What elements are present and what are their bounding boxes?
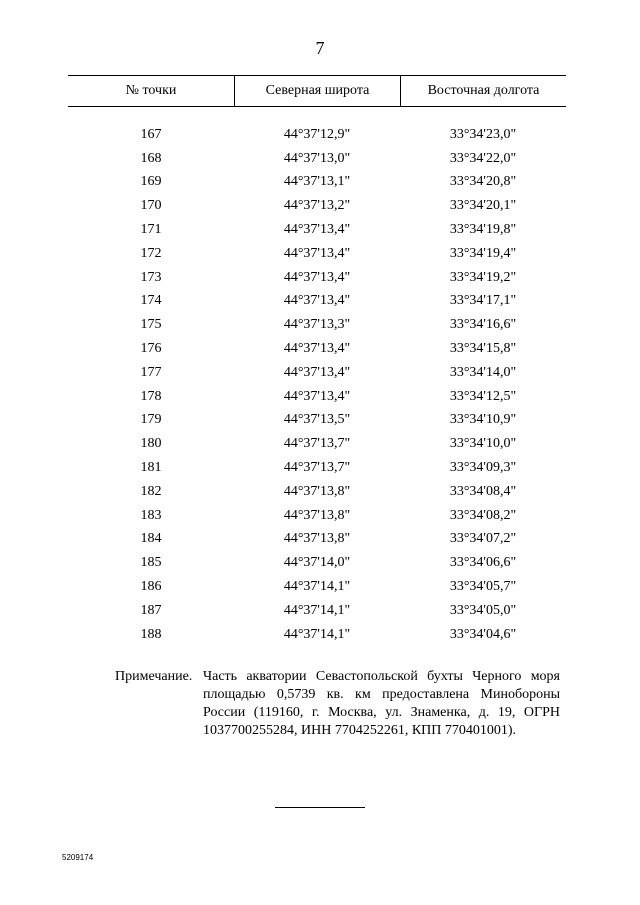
table-row <box>68 528 566 552</box>
note-label: Примечание. <box>115 669 193 684</box>
point-number-cell: 178 <box>140 388 162 404</box>
document-id: 5209174 <box>62 853 94 862</box>
table-row <box>68 147 566 171</box>
point-number-cell: 169 <box>140 174 162 190</box>
table-row <box>68 623 566 647</box>
table-row <box>68 575 566 599</box>
longitude-cell: 33°34'08,4" <box>449 483 517 499</box>
latitude-cell: 44°37'13,8" <box>283 507 351 523</box>
latitude-cell: 44°37'12,9" <box>283 126 351 142</box>
latitude-cell: 44°37'13,1" <box>283 174 351 190</box>
table-row <box>68 409 566 433</box>
table-row <box>68 361 566 385</box>
table-body <box>68 123 566 647</box>
table-row <box>68 242 566 266</box>
header-north-latitude: Северная широта <box>235 76 401 106</box>
longitude-cell: 33°34'19,4" <box>449 245 517 261</box>
latitude-cell: 44°37'13,8" <box>283 483 351 499</box>
latitude-cell: 44°37'13,4" <box>283 364 351 380</box>
latitude-cell: 44°37'13,4" <box>283 269 351 285</box>
point-number-cell: 175 <box>140 317 162 333</box>
point-number-cell: 184 <box>140 531 162 547</box>
header-point-number: № точки <box>68 76 235 106</box>
latitude-cell: 44°37'14,1" <box>283 602 351 618</box>
point-number-cell: 185 <box>140 555 162 571</box>
table-row <box>68 266 566 290</box>
latitude-cell: 44°37'13,4" <box>283 388 351 404</box>
longitude-cell: 33°34'15,8" <box>449 341 517 357</box>
table-row <box>68 218 566 242</box>
latitude-cell: 44°37'14,1" <box>283 626 351 642</box>
coordinates-table <box>68 75 566 647</box>
latitude-cell: 44°37'13,2" <box>283 198 351 214</box>
longitude-cell: 33°34'08,2" <box>449 507 517 523</box>
table-row <box>68 123 566 147</box>
longitude-cell: 33°34'17,1" <box>449 293 517 309</box>
table-row <box>68 480 566 504</box>
longitude-cell: 33°34'22,0" <box>449 150 517 166</box>
latitude-cell: 44°37'13,4" <box>283 245 351 261</box>
longitude-cell: 33°34'12,5" <box>449 388 517 404</box>
point-number-cell: 186 <box>140 579 162 595</box>
point-number-cell: 187 <box>140 602 162 618</box>
longitude-cell: 33°34'23,0" <box>449 126 517 142</box>
longitude-cell: 33°34'10,9" <box>449 412 517 428</box>
divider-line <box>275 807 365 808</box>
longitude-cell: 33°34'05,0" <box>449 602 517 618</box>
latitude-cell: 44°37'14,0" <box>283 555 351 571</box>
longitude-cell: 33°34'07,2" <box>449 531 517 547</box>
table-row <box>68 551 566 575</box>
note-text: Часть акватории Севастопольской бухты Черного моря площадью 0,5739 кв. км предоставлена Минобороны России (119160, г. Москва, ул. Знаменка, д. 19, ОГРН 1037700255284, ИНН 7704252261, КПП 770401001). <box>203 669 560 738</box>
point-number-cell: 179 <box>140 412 162 428</box>
longitude-cell: 33°34'04,6" <box>449 626 517 642</box>
point-number-cell: 168 <box>140 150 162 166</box>
point-number-cell: 182 <box>140 483 162 499</box>
point-number-cell: 181 <box>140 460 162 476</box>
point-number-cell: 188 <box>140 626 162 642</box>
latitude-cell: 44°37'13,4" <box>283 341 351 357</box>
point-number-cell: 180 <box>140 436 162 452</box>
longitude-cell: 33°34'16,6" <box>449 317 517 333</box>
table-row <box>68 385 566 409</box>
point-number-cell: 172 <box>140 245 162 261</box>
latitude-cell: 44°37'14,1" <box>283 579 351 595</box>
longitude-cell: 33°34'06,6" <box>449 555 517 571</box>
point-number-cell: 177 <box>140 364 162 380</box>
table-row <box>68 504 566 528</box>
latitude-cell: 44°37'13,3" <box>283 317 351 333</box>
table-row <box>68 337 566 361</box>
table-row <box>68 194 566 218</box>
latitude-cell: 44°37'13,0" <box>283 150 351 166</box>
table-row <box>68 599 566 623</box>
table-row <box>68 313 566 337</box>
note <box>115 668 560 740</box>
longitude-cell: 33°34'20,8" <box>449 174 517 190</box>
latitude-cell: 44°37'13,4" <box>283 293 351 309</box>
longitude-cell: 33°34'10,0" <box>449 436 517 452</box>
longitude-cell: 33°34'14,0" <box>449 364 517 380</box>
longitude-cell: 33°34'05,7" <box>449 579 517 595</box>
latitude-cell: 44°37'13,5" <box>283 412 351 428</box>
page-number: 7 <box>315 38 325 58</box>
table-row <box>68 290 566 314</box>
longitude-cell: 33°34'19,8" <box>449 222 517 238</box>
table-row <box>68 171 566 195</box>
longitude-cell: 33°34'09,3" <box>449 460 517 476</box>
point-number-cell: 167 <box>140 126 162 142</box>
longitude-cell: 33°34'20,1" <box>449 198 517 214</box>
point-number-cell: 170 <box>140 198 162 214</box>
point-number-cell: 171 <box>140 222 162 238</box>
table-header <box>68 75 566 107</box>
point-number-cell: 183 <box>140 507 162 523</box>
point-number-cell: 174 <box>140 293 162 309</box>
latitude-cell: 44°37'13,8" <box>283 531 351 547</box>
latitude-cell: 44°37'13,7" <box>283 436 351 452</box>
table-row <box>68 456 566 480</box>
header-east-longitude: Восточная долгота <box>427 83 540 98</box>
point-number-cell: 173 <box>140 269 162 285</box>
point-number-cell: 176 <box>140 341 162 357</box>
latitude-cell: 44°37'13,4" <box>283 222 351 238</box>
latitude-cell: 44°37'13,7" <box>283 460 351 476</box>
table-row <box>68 432 566 456</box>
longitude-cell: 33°34'19,2" <box>449 269 517 285</box>
